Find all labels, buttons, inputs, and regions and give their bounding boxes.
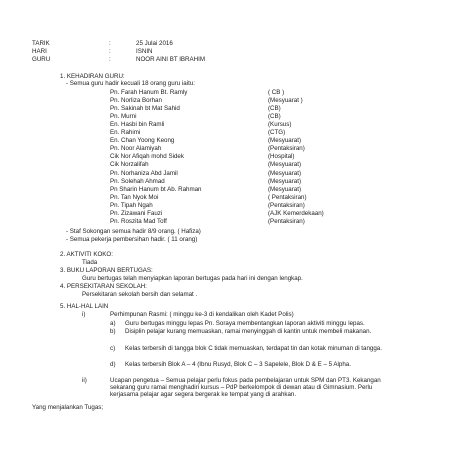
absentee-name: Cik Norzalifah <box>110 161 149 169</box>
absentee-reason: (Mesyuarat) <box>268 161 302 169</box>
absentee-name: Pn. Murni <box>110 113 137 121</box>
section-2-body: Tiada <box>82 259 98 266</box>
absentee-reason: (CB) <box>268 105 281 113</box>
absentee-reason: (Mesyuarat) <box>268 137 302 145</box>
absentee-name: Pn. Zizawani Fauzi <box>110 209 163 217</box>
absentee-reason: (Hospital) <box>268 153 295 161</box>
absentee-name: Pn. Tan Nyok Moi <box>110 193 159 201</box>
section-3-body: Guru bertugas telah menyiapkan laporan bertugas pada hari ini dengan lengkap. <box>82 275 303 282</box>
support-staff-line: - Staf Sokongan semua hadir 8/9 orang. ( Hafiza) <box>66 228 201 235</box>
item-c-text: Kelas terbersih di tangga blok C tidak memuaskan, terdapat tin dan kotak minuman di tangga. <box>125 345 382 352</box>
section-4-title: 4. PERSEKITARAN SEKOLAH: <box>60 283 147 290</box>
absentee-name: Pn. Roszita Mad Toff <box>110 217 167 225</box>
absentee-reason: (Pentaksiran) <box>268 145 305 153</box>
section-2-title: 2. AKTIVITI KOKO: <box>60 251 113 258</box>
teacher-colon: : <box>109 56 111 63</box>
absentee-name: Pn. Tipah Ngah <box>110 201 153 209</box>
day-label: HARI <box>32 48 47 55</box>
teacher-label: GURU <box>32 56 51 63</box>
absentee-reason: (Mesyuarat ) <box>268 97 303 105</box>
day-colon: : <box>109 48 111 55</box>
absentee-reason: (CTG) <box>268 129 286 137</box>
section-4-body: Persekitaran sekolah bersih dan selamat . <box>82 291 198 298</box>
section-1-title: 1. KEHADIRAN GURU: <box>60 73 125 80</box>
absentee-name: Pn. Norliza Borhan <box>110 97 162 105</box>
absentee-reason: (Pentaksiran) <box>268 201 305 209</box>
section-1-intro: - Semua guru hadir kecuali 18 orang guru iaitu: <box>66 80 195 87</box>
absentee-reason: (Mesyuarat) <box>268 169 302 177</box>
absentee-name: Pn. Sakinah bt Mat Sahid <box>110 105 180 113</box>
absentee-name: Pn. Farah Hanum Bt. Ramly <box>110 89 188 96</box>
absentee-name: Pn. Solehah Ahmad <box>110 177 165 185</box>
section-5-i-title: Perhimpunan Rasmi: ( minggu ke-3 di kendalikan oleh Kadet Polis) <box>110 311 294 318</box>
section-5-ii-text: Ucapan pengetua – Semua pelajar perlu fokus pada pembelajaran untuk SPM dan PT3. Kekangan sekarang guru ramai menghadiri kursus – PdP berkelompok di dewan atau di Gimnasium. Perlu kerjasama pelajar agar segera bergerak ke tempat yang di arahkan. <box>110 377 381 398</box>
item-c-label: c) <box>110 345 116 352</box>
date-colon: : <box>109 40 111 47</box>
absentee-reason: ( CB ) <box>268 89 285 96</box>
item-a-label: a) <box>110 320 116 327</box>
item-d-text: Kelas terbersih Blok A – 4 (Ibnu Rusyd, Blok C – 3 Sapelele, Blok D & E – 5 Alpha. <box>125 361 351 368</box>
item-a-text: Guru bertugas minggu lepas Pn. Soraya membentangkan laporan aktiviti minggu lepas. <box>125 320 365 327</box>
absentee-name: Pn. Noor Alamiyah <box>110 145 162 153</box>
section-5-title: 5. HAL-HAL LAIN <box>60 303 109 310</box>
section-5-i-label: i) <box>82 311 86 318</box>
closing-line: Yang menjalankan Tugas; <box>32 404 104 411</box>
section-5-ii-label: ii) <box>82 377 87 384</box>
item-b-text: Disiplin pelajar kurang memuaskan, ramai menyinggah di kantin untuk membeli makanan. <box>125 328 372 335</box>
absentee-name: En. Rahimi <box>110 129 141 137</box>
absentee-reason: (CB) <box>268 113 281 121</box>
cleaners-line: - Semua pekerja pembersihan hadir. ( 11 orang) <box>66 236 198 243</box>
absentee-reason: (Mesyuarat) <box>268 185 302 193</box>
absentee-reason: ( Pentaksiran) <box>268 193 307 201</box>
teacher-value: NOOR AINI BT IBRAHIM <box>136 56 205 63</box>
absentee-name: En. Chan Yoong Keong <box>110 137 175 145</box>
date-value: 25 Julai 2016 <box>136 40 173 47</box>
absentee-name: Pn. Norhaniza Abd Jamil <box>110 169 178 177</box>
absentee-name: Pn Sharin Hanum bt Ab. Rahman <box>110 185 202 193</box>
item-d-label: d) <box>110 361 116 368</box>
absentee-reason: (Kursus) <box>268 121 292 129</box>
day-value: ISNIN <box>136 48 153 55</box>
absentee-reason: (AJK Kemerdekaan) <box>268 209 324 217</box>
absentee-reason: (Pentaksiran) <box>268 217 305 225</box>
date-label: TARIK <box>32 40 50 47</box>
absentee-name: En. Hasbi bin Ramli <box>110 121 165 129</box>
section-3-title: 3. BUKU LAPORAN BERTUGAS: <box>60 267 153 274</box>
item-b-label: b) <box>110 328 116 335</box>
absentee-name: Cik Nor Afiqah mohd Sidek <box>110 153 184 161</box>
absentee-reason: (Mesyuarat) <box>268 177 302 185</box>
